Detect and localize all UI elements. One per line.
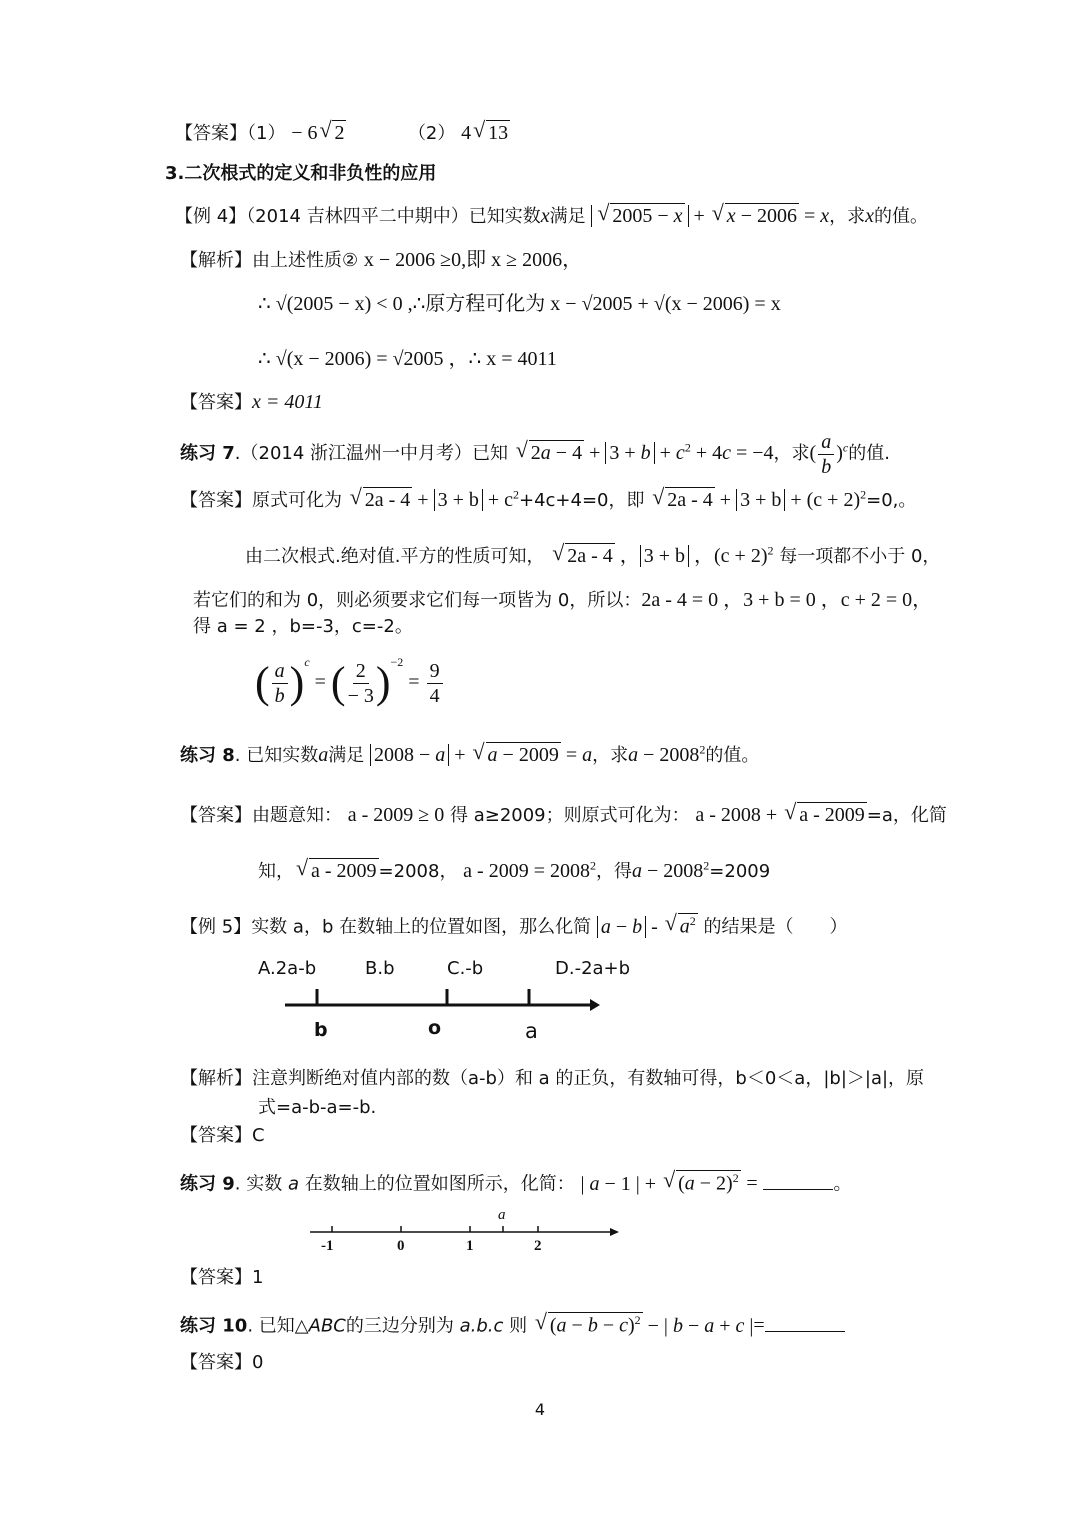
q-text: 的结果是（ ） [703, 916, 848, 938]
answer-text: =2008， [378, 861, 458, 882]
q-text: 已知实数 [468, 206, 541, 227]
answer-label: 【答案】 [180, 392, 252, 413]
q-text: 已知 [472, 443, 509, 465]
answer-label: 【答案】 [180, 1125, 252, 1146]
answer-label: 【答案】 [175, 123, 247, 144]
practice7-result: ( $\frac{a}{b}$ )$^c$ = ( $\frac{2}{- 3}$ )$^{-2}$ = $\frac{9}{4}$ [255, 655, 445, 710]
q-text: ，求 [829, 206, 866, 227]
expression: $a - 2008^2$ [632, 858, 710, 882]
option-b: B.b [365, 958, 395, 979]
example-label: 【例 4】 [175, 206, 247, 227]
answer-label: 【答案】 [180, 1352, 252, 1373]
answer-label: 【答案】 [180, 1267, 252, 1288]
analysis-label: 【解析】 [180, 250, 252, 271]
equals: = [753, 1314, 765, 1337]
triangle-name: ABC [308, 1315, 346, 1337]
number-line-1 [280, 985, 610, 1020]
analysis-label: 【解析】 [180, 1068, 252, 1089]
practice7-answer-1 [180, 487, 916, 512]
q-text: 满足 [328, 745, 365, 766]
answer-text: 知， [258, 861, 294, 882]
analysis-text: 由上述性质② [252, 250, 359, 271]
practice7-answer-2 [245, 543, 940, 568]
answer-blank [765, 1331, 845, 1332]
practice7-question: 练习 7.（2014 浙江温州一中月考）已知 √ $2a - 4 + 3 + b + c^2 + 4c = -4$，求( $\frac{a}{b}$ )$^c$的值. [180, 430, 890, 479]
equation: √ 2005 − x + √ x − 2006 = x [591, 205, 829, 227]
q-text: 已知△ [258, 1315, 309, 1337]
answer-text: ，得 [596, 861, 632, 882]
q-text: 满足 [549, 206, 586, 227]
answer-text: =2009 [709, 861, 771, 882]
fraction-power: ( $\frac{a}{b}$ )$^c$ [809, 431, 849, 478]
q-text: 的值。 [705, 745, 760, 766]
option-d: D.-2a+b [555, 958, 631, 979]
section-title: 3.二次根式的定义和非负性的应用 [165, 163, 437, 184]
answer-value: 1 [252, 1267, 264, 1288]
practice7-answer-3 [193, 588, 932, 612]
practice7-answer-4: 得 a = 2 ，b=-3，c=-2。 [193, 616, 413, 637]
tick-label-neg1: -1 [321, 1238, 334, 1254]
sqrt-term: √ a - 2009 [294, 860, 379, 882]
equation: a - 2008 + √ a - 2009 [695, 804, 866, 826]
answer-1-value: − 6√ 2 [291, 122, 346, 144]
answer-text: 每一项都不小于 0， [779, 546, 941, 567]
analysis-math: x − 2006 ≥0,即 x ≥ 2006， [363, 249, 583, 271]
practice10-question: 练习 10. 已知△ABC的三边分别为 a.b.c 则 √ $(a - b - c)^2$ − | b − a + c |= [180, 1312, 845, 1338]
answer-math: 2a - 4 = 0 ，3 + b = 0 ，c + 2 = 0， [641, 589, 933, 611]
axis-label-o: o [428, 1017, 442, 1039]
q-text: 则 [509, 1315, 528, 1337]
example4-analysis-1 [180, 248, 582, 272]
tick-label-1: 1 [466, 1238, 474, 1254]
example5-question [180, 913, 848, 939]
answer-text: +4c+4=0，即 [519, 490, 645, 511]
option-a: A.2a-b [258, 958, 317, 979]
answer-2-value: 4√ 13 [461, 122, 510, 144]
answer-blank [763, 1189, 833, 1190]
source: （2014 浙江温州一中月考） [240, 443, 473, 465]
arrow-head [610, 1228, 619, 1236]
q-text: 的三边分别为 [345, 1315, 454, 1337]
answer-text: 原式可化为 [252, 490, 342, 511]
sides: a.b.c [459, 1315, 504, 1337]
axis-label-b: b [314, 1019, 328, 1041]
analysis-text: 注意判断绝对值内部的数（a-b）和 a 的正负，有数轴可得，b＜0＜a，|b|＞|a|，原 [252, 1068, 925, 1089]
q-text: ，求 [592, 745, 629, 766]
answer-value: x = 4011 [252, 391, 323, 413]
expression: a − b - √ $a^2$ [597, 916, 698, 938]
example5-answer [180, 1125, 265, 1147]
axis-point-a: a [498, 1207, 506, 1223]
answer-text: =a，化简 [866, 805, 947, 826]
equation: 2008 − a + √ a − 2009 = a [370, 744, 592, 766]
eq-text: a - 2009 = 2008 [463, 860, 590, 882]
var-x: x [865, 205, 875, 227]
practice9-question: 练习 9. 实数 a 在数轴上的位置如图所示，化简： | a − 1 | + √ $(a - 2)^2$ = 。 [180, 1170, 851, 1196]
answer-value: 0 [252, 1352, 264, 1373]
example4-analysis-3: ∴ √(x − 2006) = √2005 ，∴ x = 4011 [258, 348, 557, 370]
example4-answer [180, 390, 323, 414]
var-a: a [318, 744, 329, 766]
equation: √ $2a - 4 + 3 + b + c^2 + 4c = -4$ [514, 442, 774, 464]
example5-analysis-2: 式=a-b-a=-b. [258, 1097, 377, 1118]
answer-text: 若它们的和为 0，则必须要求它们每一项皆为 0，所以： [193, 590, 642, 611]
practice-label: 练习 8 [180, 745, 235, 766]
expression: | a − 1 | + √ $(a - 2)^2$ [580, 1173, 740, 1195]
number-line-2 [305, 1222, 625, 1242]
option-c: C.-b [447, 958, 484, 979]
practice-label: 练习 7 [180, 443, 235, 465]
q-text: 在数轴上的位置如图所示，化简： [304, 1173, 575, 1195]
example-label: 【例 5】 [180, 916, 252, 938]
q-text: 已知实数 [246, 745, 319, 766]
practice8-question: 练习 8. 已知实数a满足 2008 − a + √ a − 2009 = a，求$a - 2008^2$的值。 [180, 742, 759, 767]
arrow-head [590, 999, 600, 1011]
terms: √ 2a - 4 ， 3 + b ，$(c + 2)^2$ [550, 545, 773, 567]
answer-label: 【答案】 [180, 490, 252, 511]
example5-analysis-1 [180, 1068, 924, 1090]
practice-label: 练习 9 [180, 1173, 235, 1195]
q-text: 实数 [246, 1173, 283, 1195]
practice9-answer [180, 1267, 263, 1289]
practice8-answer-2 [258, 858, 770, 883]
equation: √ $2a - 4 + 3 + b + c^2$ [348, 489, 519, 511]
tick-label-2: 2 [534, 1238, 542, 1254]
axis-label-a: a [525, 1019, 538, 1043]
expression: $a - 2008^2$ [628, 742, 706, 766]
answer-text: 由二次根式.绝对值.平方的性质可知， [245, 546, 545, 567]
answer-label: 【答案】 [180, 805, 252, 826]
equals: = [746, 1172, 758, 1195]
prev-answer [175, 120, 510, 145]
var-a: a [287, 1173, 300, 1195]
example4-question [175, 203, 928, 228]
expression: √ $(a - b - c)^2$ − | b − a + c | [533, 1315, 754, 1337]
tick-label-0: 0 [397, 1238, 405, 1254]
q-text: 的值。 [874, 206, 929, 227]
example4-analysis-2: ∴ √(2005 − x) < 0 ,∴原方程可化为 x − √2005 + √(x − 2006) = x [258, 293, 781, 315]
answer-text: 由题意知： [252, 805, 342, 826]
practice-label: 练习 10 [180, 1315, 248, 1337]
var-x: x [540, 205, 550, 227]
equation: $a - 2009 = 2008^2$ [463, 858, 596, 882]
part-1: （1） [247, 123, 286, 144]
q-text: 的值. [848, 443, 890, 465]
answer-value: C [252, 1125, 265, 1146]
source: （2014 吉林四平二中期中） [246, 206, 469, 227]
practice10-answer [180, 1352, 263, 1374]
inequality: a - 2009 ≥ 0 [347, 804, 445, 826]
q-text: 实数 a，b 在数轴上的位置如图，那么化简 [251, 916, 592, 938]
equation: √ $2a - 4 + 3 + b + (c + 2)^2$ [650, 489, 866, 511]
page-number: 4 [534, 1400, 546, 1419]
practice8-answer-1 [180, 802, 947, 827]
answer-text: =0,。 [866, 490, 917, 511]
answer-text: 得 a≥2009；则原式可化为： [449, 805, 690, 826]
part-2: （2） [407, 123, 456, 144]
q-text: ，求 [773, 443, 810, 465]
q-text: 。 [833, 1173, 852, 1195]
